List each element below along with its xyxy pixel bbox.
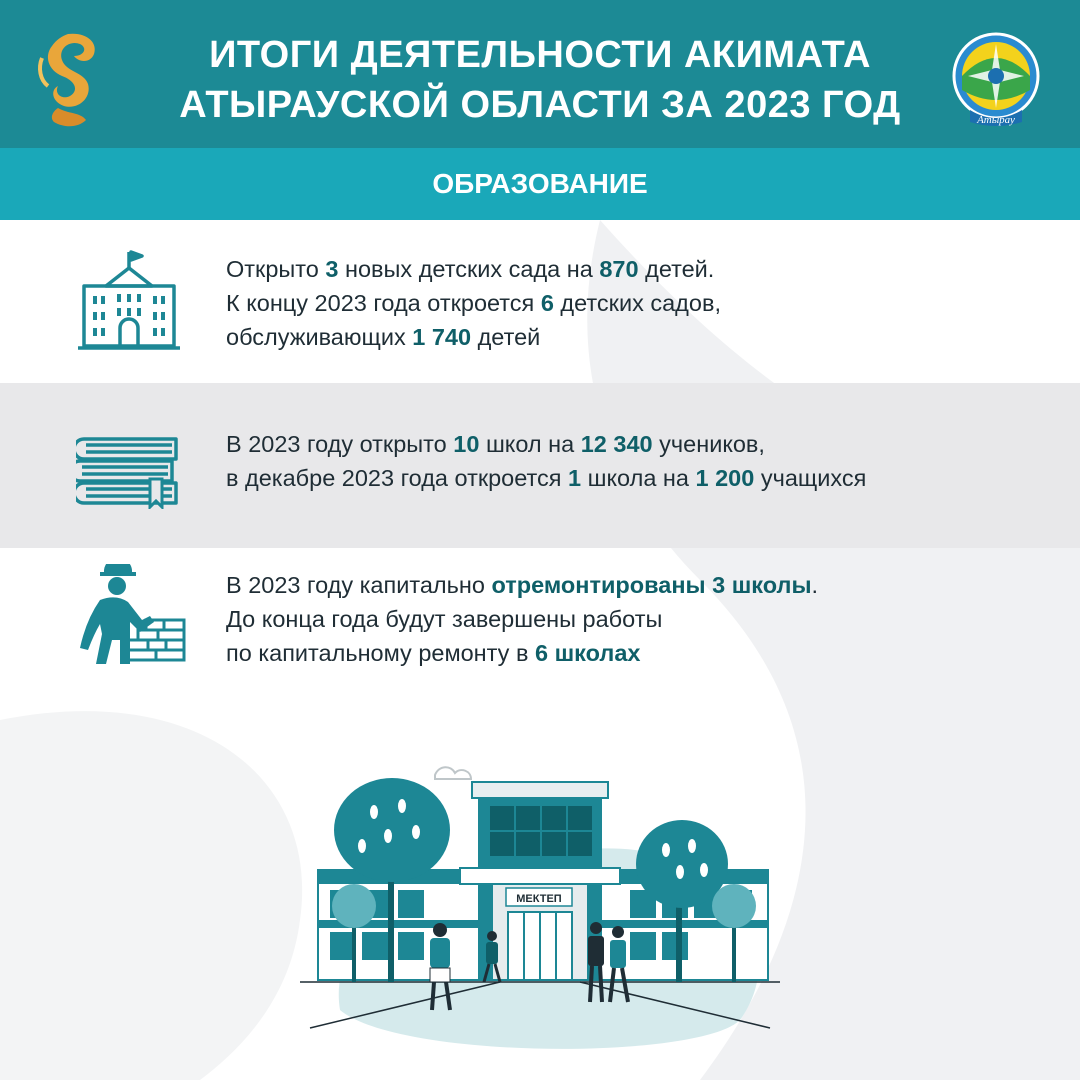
text-line: К концу 2023 года откроется 6 детских садов, xyxy=(226,290,721,316)
school-sign: МЕКТЕП xyxy=(516,893,562,905)
atyrau-region-emblem-icon xyxy=(948,30,1044,130)
school-building-illustration xyxy=(300,760,780,1060)
construction-worker-bricks-icon xyxy=(76,564,188,668)
text-line: В 2023 году капитально отремонтированы 3 школы. xyxy=(226,572,819,598)
repairs-text xyxy=(226,568,818,670)
row-kindergartens xyxy=(0,220,1080,383)
kindergarten-building-icon xyxy=(76,250,182,356)
text-line: по капитальному ремонту в 6 школах xyxy=(226,640,641,666)
text-line: обслуживающих 1 740 детей xyxy=(226,324,541,350)
text-line: В 2023 году открыто 10 школ на 12 340 учеников, xyxy=(226,431,765,457)
snow-leopard-emblem-icon xyxy=(28,28,108,132)
kindergartens-text xyxy=(226,252,721,354)
title-line-1: ИТОГИ ДЕЯТЕЛЬНОСТИ АКИМАТА xyxy=(209,34,871,76)
section-bar xyxy=(0,148,1080,220)
header-banner xyxy=(0,0,1080,148)
row-schools xyxy=(0,383,1080,548)
section-title: ОБРАЗОВАНИЕ xyxy=(432,168,648,199)
title-line-2: АТЫРАУСКОЙ ОБЛАСТИ ЗА 2023 ГОД xyxy=(179,84,901,126)
text-line: До конца года будут завершены работы xyxy=(226,606,663,632)
text-line: Открыто 3 новых детских сада на 870 детей. xyxy=(226,256,715,282)
page-title xyxy=(150,30,930,130)
row-repairs xyxy=(0,548,1080,688)
svg-text:Атырау: Атырау xyxy=(977,114,1015,126)
books-stack-icon xyxy=(76,435,182,509)
schools-text xyxy=(226,427,866,495)
text-line: в декабре 2023 года откроется 1 школа на 1 200 учащихся xyxy=(226,465,867,491)
